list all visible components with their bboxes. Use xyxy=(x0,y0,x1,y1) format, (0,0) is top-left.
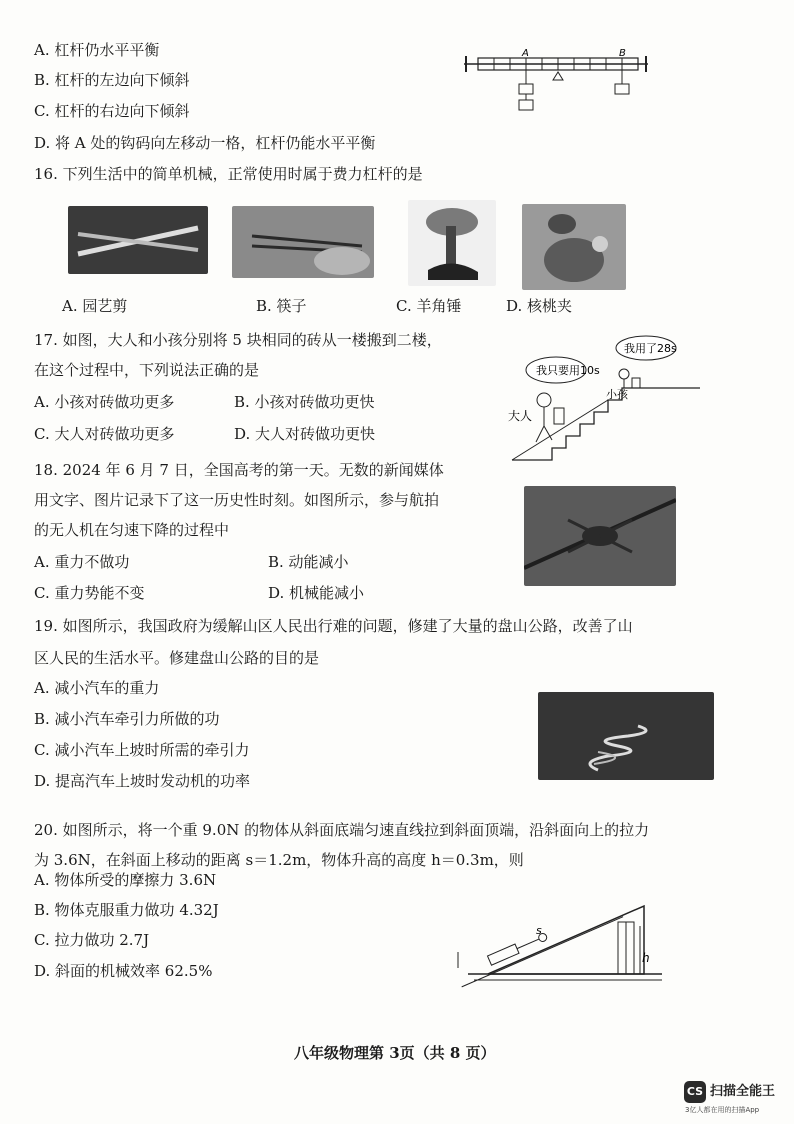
lever-label-b: B xyxy=(619,48,626,59)
claw-hammer-photo xyxy=(408,200,496,286)
stairs-diagram xyxy=(500,334,720,468)
camscanner-name: 扫描全能王 xyxy=(710,1084,776,1099)
q18-stem-line2: 用文字、图片记录下了这一历史性时刻。如图所示，参与航拍 xyxy=(34,491,440,509)
q19-option-b: B. 减小汽车牵引力所做的功 xyxy=(34,710,220,728)
q19-option-a: A. 减小汽车的重力 xyxy=(34,679,160,697)
q18-stem-line3: 的无人机在匀速下降的过程中 xyxy=(34,521,230,539)
child-label: 小孩 xyxy=(606,388,628,401)
page-footer: 八年级物理第 3页（共 8 页） xyxy=(294,1044,496,1062)
q16-option-d: D. 核桃夹 xyxy=(506,297,573,315)
height-label-h: h xyxy=(642,951,650,965)
q16-option-b: B. 筷子 xyxy=(256,297,307,315)
distance-label-s: s xyxy=(536,924,542,937)
q16-stem: 16. 下列生活中的简单机械，正常使用时属于费力杠杆的是 xyxy=(34,165,423,183)
q20-stem-line2: 为 3.6N，在斜面上移动的距离 s＝1.2m，物体升高的高度 h＝0.3m，则 xyxy=(34,851,524,869)
incline-diagram xyxy=(448,892,670,992)
drone-photo xyxy=(524,486,676,586)
q15-option-a: A. 杠杆仍水平平衡 xyxy=(34,41,160,59)
q18-stem-line1: 18. 2024 年 6 月 7 日，全国高考的第一天。无数的新闻媒体 xyxy=(34,461,444,479)
q20-option-d: D. 斜面的机械效率 62.5% xyxy=(34,962,213,980)
q17-stem-line1: 17. 如图，大人和小孩分别将 5 块相同的砖从一楼搬到二楼， xyxy=(34,331,442,349)
q20-option-b: B. 物体克服重力做功 4.32J xyxy=(34,901,219,919)
adult-speech-bubble: 我只要用10s xyxy=(536,364,600,377)
nutcracker-photo xyxy=(522,204,626,290)
q17-stem-line2: 在这个过程中，下列说法正确的是 xyxy=(34,361,260,379)
q18-option-d: D. 机械能减小 xyxy=(268,584,365,602)
q18-option-b: B. 动能减小 xyxy=(268,553,349,571)
q17-option-a: A. 小孩对砖做功更多 xyxy=(34,393,175,411)
q15-option-b: B. 杠杆的左边向下倾斜 xyxy=(34,71,190,89)
chopsticks-photo xyxy=(232,206,374,278)
garden-shears-photo xyxy=(68,206,208,274)
q18-option-a: A. 重力不做功 xyxy=(34,553,130,571)
q20-stem-line1: 20. 如图所示，将一个重 9.0N 的物体从斜面底端匀速直线拉到斜面顶端，沿斜面向上的拉力 xyxy=(34,821,650,839)
adult-label: 大人 xyxy=(508,409,533,423)
q20-option-c: C. 拉力做功 2.7J xyxy=(34,931,150,949)
child-speech-bubble: 我用了28s xyxy=(624,342,677,355)
q17-option-c: C. 大人对砖做功更多 xyxy=(34,425,175,443)
q18-option-c: C. 重力势能不变 xyxy=(34,584,145,602)
q19-option-c: C. 减小汽车上坡时所需的牵引力 xyxy=(34,741,250,759)
q15-option-c: C. 杠杆的右边向下倾斜 xyxy=(34,102,190,120)
q19-stem-line2: 区人民的生活水平。修建盘山公路的目的是 xyxy=(34,649,320,667)
lever-label-a: A xyxy=(522,48,529,59)
q16-option-c: C. 羊角锤 xyxy=(396,297,462,315)
q19-option-d: D. 提高汽车上坡时发动机的功率 xyxy=(34,772,251,790)
mountain-road-photo xyxy=(538,692,714,780)
q17-option-b: B. 小孩对砖做功更快 xyxy=(234,393,375,411)
camscanner-logo-icon: CS xyxy=(684,1081,706,1103)
q16-option-a: A. 园艺剪 xyxy=(62,297,128,315)
q19-stem-line1: 19. 如图所示，我国政府为缓解山区人民出行难的问题，修建了大量的盘山公路，改善了山 xyxy=(34,617,633,635)
lever-diagram xyxy=(458,44,658,120)
q17-option-d: D. 大人对砖做功更快 xyxy=(234,425,376,443)
camscanner-tagline: 3亿人都在用的扫描App xyxy=(685,1106,760,1114)
q15-option-d: D. 将 A 处的钩码向左移动一格，杠杆仍能水平平衡 xyxy=(34,134,376,152)
q20-option-a: A. 物体所受的摩擦力 3.6N xyxy=(34,871,217,889)
